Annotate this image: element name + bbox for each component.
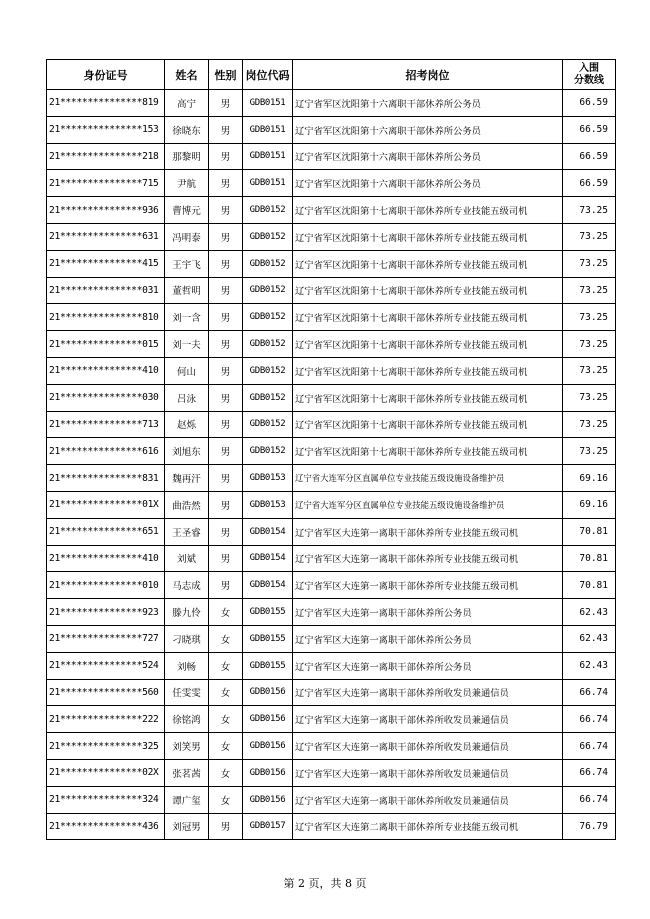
table-row [47,786,616,813]
cell-position: 辽宁省军区大连第一离职干部休养所收发员兼通信员 [293,759,563,786]
cell-sex: 男 [209,518,243,545]
cell-id: 21***************030 [47,384,165,411]
cell-position: 辽宁省大连军分区直属单位专业技能五级设施设备维护员 [293,465,563,492]
cell-sex: 男 [209,465,243,492]
cell-score: 73.25 [563,250,616,277]
cell-sex: 男 [209,572,243,599]
cell-name: 吕泳 [165,384,209,411]
cell-sex: 男 [209,277,243,304]
cell-sex: 男 [209,357,243,384]
table-row [47,170,616,197]
cell-id: 21***************015 [47,331,165,358]
cell-id: 21***************222 [47,706,165,733]
cell-code: GDB0152 [243,223,293,250]
table-row [47,250,616,277]
table-row [47,545,616,572]
cell-id: 21***************031 [47,277,165,304]
cell-id: 21***************01X [47,491,165,518]
cell-code: GDB0153 [243,491,293,518]
header-score [563,60,616,90]
cell-position: 辽宁省军区沈阳第十七离职干部休养所专业技能五级司机 [293,277,563,304]
cell-sex: 男 [209,116,243,143]
cell-position: 辽宁省军区大连第一离职干部休养所公务员 [293,599,563,626]
header-code: 岗位代码 [243,60,293,90]
cell-name: 董哲明 [165,277,209,304]
cell-id: 21***************415 [47,250,165,277]
cell-sex: 男 [209,250,243,277]
cell-score: 66.59 [563,116,616,143]
cell-score: 73.25 [563,277,616,304]
cell-sex: 女 [209,599,243,626]
cell-score: 66.74 [563,679,616,706]
cell-position: 辽宁省军区大连第一离职干部休养所收发员兼通信员 [293,733,563,760]
table-row [47,465,616,492]
table-row [47,223,616,250]
cell-id: 21***************524 [47,652,165,679]
cell-sex: 男 [209,545,243,572]
cell-name: 刘畅 [165,652,209,679]
cell-sex: 男 [209,170,243,197]
cell-position: 辽宁省军区沈阳第十六离职干部休养所公务员 [293,90,563,117]
cell-code: GDB0154 [243,518,293,545]
cell-name: 刘斌 [165,545,209,572]
table-row [47,411,616,438]
cell-id: 21***************436 [47,813,165,840]
cell-score: 69.16 [563,491,616,518]
cell-code: GDB0151 [243,143,293,170]
cell-id: 21***************810 [47,304,165,331]
cell-position: 辽宁省军区大连第一离职干部休养所收发员兼通信员 [293,786,563,813]
cell-position: 辽宁省军区大连第一离职干部休养所专业技能五级司机 [293,572,563,599]
cell-name: 张茗茜 [165,759,209,786]
candidate-table [46,59,616,840]
cell-sex: 女 [209,733,243,760]
table-row [47,599,616,626]
cell-score: 62.43 [563,652,616,679]
cell-position: 辽宁省军区沈阳第十六离职干部休养所公务员 [293,116,563,143]
cell-sex: 女 [209,759,243,786]
cell-name: 何山 [165,357,209,384]
header-score-line1: 入围 [579,62,599,74]
cell-code: GDB0152 [243,250,293,277]
cell-name: 刘笑男 [165,733,209,760]
cell-name: 王宇飞 [165,250,209,277]
table-row [47,304,616,331]
cell-sex: 男 [209,491,243,518]
cell-score: 66.74 [563,759,616,786]
cell-id: 21***************819 [47,90,165,117]
cell-id: 21***************02X [47,759,165,786]
header-sex: 性别 [209,60,243,90]
cell-score: 62.43 [563,599,616,626]
cell-position: 辽宁省军区沈阳第十七离职干部休养所专业技能五级司机 [293,197,563,224]
cell-score: 73.25 [563,304,616,331]
table-row [47,625,616,652]
cell-score: 76.79 [563,813,616,840]
cell-code: GDB0154 [243,545,293,572]
cell-name: 任雯雯 [165,679,209,706]
cell-position: 辽宁省军区大连第一离职干部休养所收发员兼通信员 [293,679,563,706]
table-row [47,491,616,518]
cell-code: GDB0152 [243,304,293,331]
cell-position: 辽宁省军区大连第一离职干部休养所专业技能五级司机 [293,518,563,545]
cell-code: GDB0154 [243,572,293,599]
cell-sex: 女 [209,679,243,706]
cell-code: GDB0152 [243,438,293,465]
cell-code: GDB0156 [243,786,293,813]
cell-sex: 女 [209,706,243,733]
cell-id: 21***************218 [47,143,165,170]
cell-sex: 女 [209,786,243,813]
table-row [47,813,616,840]
cell-score: 73.25 [563,411,616,438]
header-position: 招考岗位 [293,60,563,90]
table-row [47,733,616,760]
cell-code: GDB0152 [243,357,293,384]
cell-id: 21***************715 [47,170,165,197]
cell-code: GDB0157 [243,813,293,840]
cell-code: GDB0152 [243,411,293,438]
cell-name: 徐晓东 [165,116,209,143]
cell-score: 66.74 [563,786,616,813]
cell-id: 21***************010 [47,572,165,599]
cell-position: 辽宁省军区大连第二离职干部休养所专业技能五级司机 [293,813,563,840]
cell-sex: 男 [209,438,243,465]
cell-name: 魏再汗 [165,465,209,492]
cell-score: 69.16 [563,465,616,492]
cell-name: 那黎明 [165,143,209,170]
table-row [47,357,616,384]
cell-position: 辽宁省军区大连第一离职干部休养所专业技能五级司机 [293,545,563,572]
cell-id: 21***************324 [47,786,165,813]
cell-name: 徐铭鸿 [165,706,209,733]
header-id: 身份证号 [47,60,165,90]
table-row [47,706,616,733]
cell-id: 21***************923 [47,599,165,626]
cell-sex: 男 [209,384,243,411]
cell-sex: 男 [209,411,243,438]
cell-id: 21***************831 [47,465,165,492]
cell-position: 辽宁省军区沈阳第十六离职干部休养所公务员 [293,143,563,170]
cell-position: 辽宁省军区大连第一离职干部休养所收发员兼通信员 [293,706,563,733]
cell-name: 滕九伶 [165,599,209,626]
cell-sex: 男 [209,331,243,358]
cell-sex: 男 [209,90,243,117]
table-row [47,518,616,545]
cell-id: 21***************560 [47,679,165,706]
cell-position: 辽宁省军区沈阳第十六离职干部休养所公务员 [293,170,563,197]
table-row [47,759,616,786]
cell-id: 21***************616 [47,438,165,465]
table-row [47,652,616,679]
cell-code: GDB0155 [243,625,293,652]
cell-sex: 男 [209,813,243,840]
header-score-line2: 分数线 [574,74,604,86]
cell-name: 曹博元 [165,197,209,224]
cell-sex: 女 [209,625,243,652]
cell-name: 刘旭东 [165,438,209,465]
cell-code: GDB0156 [243,733,293,760]
cell-id: 21***************727 [47,625,165,652]
cell-score: 66.74 [563,706,616,733]
table-row [47,143,616,170]
cell-score: 70.81 [563,572,616,599]
cell-id: 21***************410 [47,357,165,384]
cell-name: 冯明泰 [165,223,209,250]
cell-sex: 男 [209,223,243,250]
cell-score: 66.74 [563,733,616,760]
cell-score: 66.59 [563,90,616,117]
cell-score: 66.59 [563,170,616,197]
cell-score: 62.43 [563,625,616,652]
cell-id: 21***************713 [47,411,165,438]
cell-position: 辽宁省军区沈阳第十七离职干部休养所专业技能五级司机 [293,357,563,384]
cell-id: 21***************153 [47,116,165,143]
cell-position: 辽宁省军区沈阳第十七离职干部休养所专业技能五级司机 [293,384,563,411]
table-row [47,116,616,143]
cell-name: 谭广玺 [165,786,209,813]
cell-score: 70.81 [563,545,616,572]
table-row [47,679,616,706]
cell-code: GDB0153 [243,465,293,492]
cell-position: 辽宁省军区沈阳第十七离职干部休养所专业技能五级司机 [293,411,563,438]
cell-score: 73.25 [563,223,616,250]
cell-sex: 男 [209,197,243,224]
page-footer: 第 2 页，共 8 页 [283,877,367,890]
table-row [47,331,616,358]
cell-code: GDB0156 [243,706,293,733]
cell-score: 73.25 [563,357,616,384]
cell-id: 21***************631 [47,223,165,250]
cell-name: 赵烁 [165,411,209,438]
cell-code: GDB0151 [243,116,293,143]
cell-name: 高宁 [165,90,209,117]
table-row [47,438,616,465]
cell-score: 70.81 [563,518,616,545]
cell-code: GDB0156 [243,679,293,706]
cell-code: GDB0155 [243,652,293,679]
cell-position: 辽宁省军区大连第一离职干部休养所公务员 [293,625,563,652]
table-row [47,384,616,411]
cell-name: 刘一含 [165,304,209,331]
cell-code: GDB0152 [243,197,293,224]
cell-position: 辽宁省军区沈阳第十七离职干部休养所专业技能五级司机 [293,223,563,250]
cell-position: 辽宁省军区大连第一离职干部休养所公务员 [293,652,563,679]
cell-score: 73.25 [563,384,616,411]
table-row [47,90,616,117]
cell-score: 73.25 [563,331,616,358]
cell-score: 66.59 [563,143,616,170]
cell-sex: 男 [209,304,243,331]
cell-name: 刘一夫 [165,331,209,358]
header-name: 姓名 [165,60,209,90]
cell-code: GDB0152 [243,384,293,411]
cell-position: 辽宁省军区沈阳第十七离职干部休养所专业技能五级司机 [293,250,563,277]
cell-id: 21***************410 [47,545,165,572]
cell-code: GDB0152 [243,331,293,358]
cell-id: 21***************936 [47,197,165,224]
cell-code: GDB0156 [243,759,293,786]
cell-name: 王圣睿 [165,518,209,545]
cell-name: 曲浩然 [165,491,209,518]
cell-position: 辽宁省大连军分区直属单位专业技能五级设施设备维护员 [293,491,563,518]
cell-score: 73.25 [563,197,616,224]
table-row [47,277,616,304]
cell-position: 辽宁省军区沈阳第十七离职干部休养所专业技能五级司机 [293,438,563,465]
cell-sex: 男 [209,143,243,170]
table-row [47,572,616,599]
cell-id: 21***************651 [47,518,165,545]
cell-code: GDB0151 [243,90,293,117]
cell-position: 辽宁省军区沈阳第十七离职干部休养所专业技能五级司机 [293,331,563,358]
cell-score: 73.25 [563,438,616,465]
cell-name: 刁晓琪 [165,625,209,652]
cell-name: 马志成 [165,572,209,599]
cell-code: GDB0151 [243,170,293,197]
table-header-row [47,60,616,90]
cell-code: GDB0152 [243,277,293,304]
cell-position: 辽宁省军区沈阳第十七离职干部休养所专业技能五级司机 [293,304,563,331]
cell-name: 刘冠男 [165,813,209,840]
cell-name: 尹航 [165,170,209,197]
cell-id: 21***************325 [47,733,165,760]
cell-code: GDB0155 [243,599,293,626]
table-row [47,197,616,224]
cell-sex: 女 [209,652,243,679]
